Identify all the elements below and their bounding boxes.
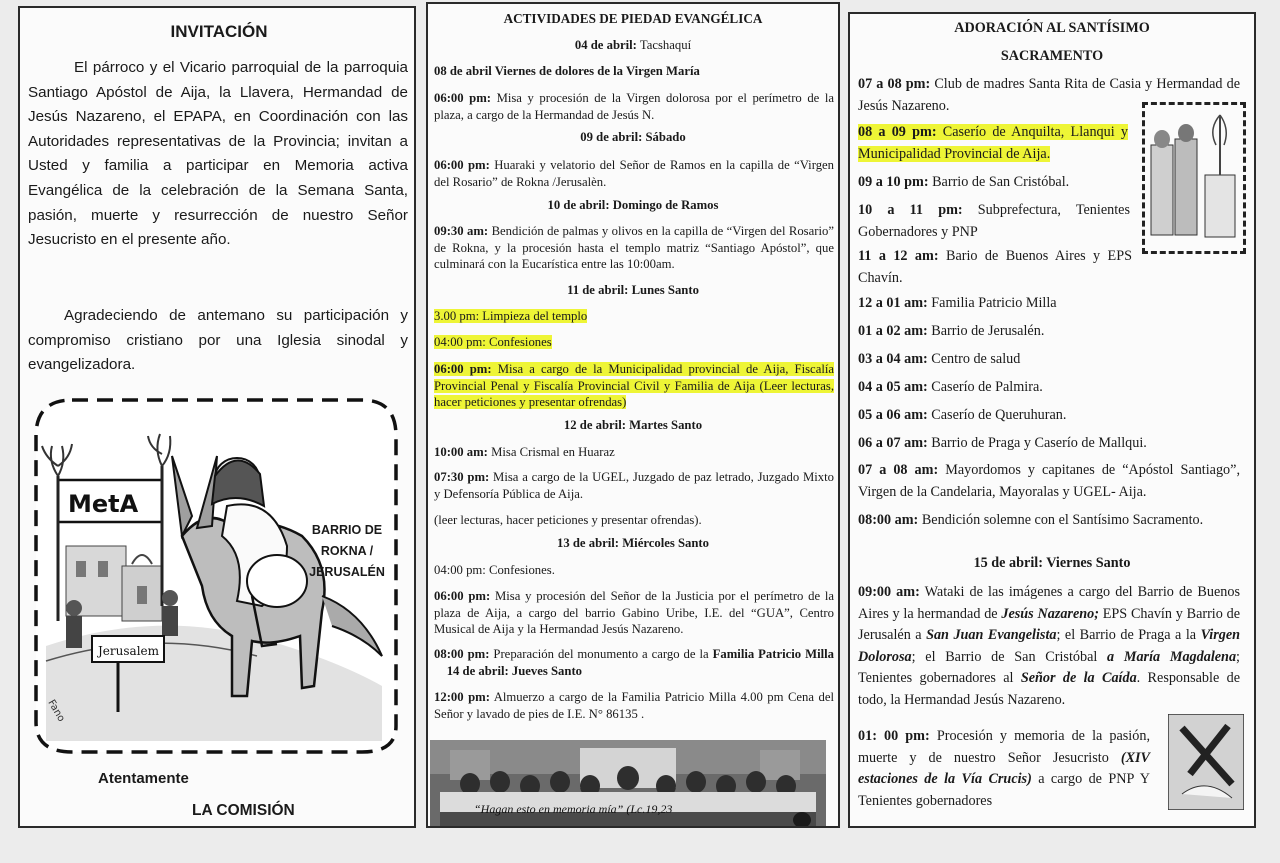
activity-entry: 06:00 pm: Misa a cargo de la Municipalidad provincial de Aija, Fiscalía Provincial Penal y Fiscalía Provincial Civil y Familia de Aija (Leer lecturas, hacer peticiones y presentar ofrendas) xyxy=(434,362,835,410)
invitation-paragraph: El párroco y el Vicario parroquial de la parroquia Santiago Apóstol de Aija, la Llavera, Hermandad de Jesús Nazareno, el EPAPA, en Coordinación con las Autoridades representativas de la Provincia; invitan a Usted y familia a participar en Memoria activa Evangélica de la celebración de la Semana Santa, pasión, muerte y resurrección de nuestro Señor Jesucristo en el presente año. xyxy=(28,59,408,249)
day-heading: 09 de abril: Sábado xyxy=(580,130,686,144)
adoration-item: 08:00 am: Bendición solemne con el Santísimo Sacramento. xyxy=(858,512,1204,528)
activities-title: ACTIVIDADES DE PIEDAD EVANGÉLICA xyxy=(503,11,763,26)
adoration-title: SACRAMENTO xyxy=(1000,48,1104,64)
activity-entry: 3.00 pm: Limpieza del templo xyxy=(434,309,588,323)
adoration-item: 08 a 09 pm: Caserío de Anquilta, Llanqui y Municipalidad Provincial de Aija. xyxy=(858,124,1128,162)
via-crucis-image xyxy=(1168,714,1244,810)
invitation-title: INVITACIÓN xyxy=(170,22,268,41)
banner-quote: “Hagan esto en memoria mía” (Lc.19,23 xyxy=(474,802,673,816)
day-heading: 12 de abril: Martes Santo xyxy=(563,418,703,432)
activity-entry: 07:30 pm: Misa a cargo de la UGEL, Juzgado de paz letrado, Juzgado Mixto y Defensoría Pública de Aija. xyxy=(434,470,835,501)
adoration-item: 01 a 02 am: Barrio de Jerusalén. xyxy=(858,323,1045,339)
adoration-item: 07 a 08 pm: Club de madres Santa Rita de Casia y Hermandad de Jesús Nazareno. xyxy=(858,76,1240,114)
adoration-image-frame xyxy=(1142,102,1246,254)
adoration-item: 09 a 10 pm: Barrio de San Cristóbal. xyxy=(858,174,1070,190)
last-supper-image xyxy=(430,740,826,826)
thanks-paragraph: Agradeciendo de antemano su participación y compromiso cristiano por una Iglesia sinodal y evangelizadora. xyxy=(28,307,408,374)
activity-entry: 12:00 pm: Almuerzo a cargo de la Familia Patricio Milla 4.00 pm Cena del Señor y lavado de pies de I.E. N° 86135 . xyxy=(434,690,834,721)
day-heading: 13 de abril: Miércoles Santo xyxy=(557,536,709,550)
activity-entry: 09:30 am: Bendición de palmas y olivos en la capilla de “Virgen del Rosario” de Rokna, y la procesión hasta el templo matriz “Santiago Apóstol”, que culminará con la Eucarística entre las 10:00am. xyxy=(434,224,834,272)
day-heading: 08 de abril Viernes de dolores de la Virgen María xyxy=(434,64,700,78)
banner-sign-text: MetA xyxy=(68,490,139,518)
adoration-item: 07 a 08 am: Mayordomos y capitanes de “Apóstol Santiago”, Virgen de la Candelaria, Mayoralas y UGEL- Aija. xyxy=(858,462,1240,500)
adoration-item: 03 a 04 am: Centro de salud xyxy=(858,351,1021,367)
adoration-item: 05 a 06 am: Caserío de Queruhuran. xyxy=(858,407,1067,423)
activity-entry: 06:00 pm: Huaraki y velatorio del Señor de Ramos en la capilla de “Virgen del Rosario” de Rokna /Jerusalèn. xyxy=(434,158,835,189)
image-caption: BARRIO DE ROKNA / JERUSALÉN xyxy=(309,523,385,579)
day-heading: 11 de abril: Lunes Santo xyxy=(567,283,699,297)
adoration-title: ADORACIÓN AL SANTÍSIMO xyxy=(954,20,1150,36)
adoration-item: 04 a 05 am: Caserío de Palmira. xyxy=(858,379,1043,395)
adoration-item: 11 a 12 am: Bario de Buenos Aires y EPS Chavín. xyxy=(858,248,1133,286)
activity-entry: 06:00 pm: Misa y procesión de la Virgen dolorosa por el perímetro de la plaza, a cargo de la Hermandad de Jesús N. xyxy=(434,91,835,122)
activity-entry: 04:00 pm: Confesiones xyxy=(434,335,552,349)
closing-text: Atentamente xyxy=(98,770,189,787)
good-friday-entry: 09:00 am: Wataki de las imágenes a cargo del Barrio de Buenos Aires y la hermandad de Jesús Nazareno; EPS Chavín y Barrio de Jerusalén a San Juan Evangelista; el Barrio de Praga a la Virgen Dolorosa; el Barrio de San Cristóbal a María Magdalena; Tenientes gobernadores al Señor de la Caída. Responsable de todo, la Hermandad Jesús Nazareno. xyxy=(858,584,1241,708)
artist-signature: Fano xyxy=(45,698,67,724)
adoration-panel xyxy=(848,12,1256,828)
jerusalem-sign-text: Jerusalem xyxy=(98,644,160,658)
activity-entry: 06:00 pm: Misa y procesión del Señor de la Justicia por el perímetro de la plaza de Aija, a cargo del barrio Gabino Uribe, I.E. del “GUA”, Centro Musical de Aija y la Hermandad Jesús Nazareno. xyxy=(434,589,834,637)
good-friday-heading: 15 de abril: Viernes Santo xyxy=(973,555,1131,571)
activity-entry: 04:00 pm: Confesiones. xyxy=(434,563,555,577)
invitation-panel xyxy=(18,6,416,828)
adoration-item: 12 a 01 am: Familia Patricio Milla xyxy=(858,295,1057,311)
activity-entry: 10:00 am: Misa Crismal en Huaraz xyxy=(434,445,615,459)
day-heading: 04 de abril: Tacshaquí xyxy=(574,38,692,52)
adoration-item: 06 a 07 am: Barrio de Praga y Caserío de Mallqui. xyxy=(858,435,1147,451)
adoration-image xyxy=(1145,105,1243,251)
activities-panel xyxy=(426,2,840,828)
day-heading: 10 de abril: Domingo de Ramos xyxy=(547,198,719,212)
activity-entry: 08:00 pm: Preparación del monumento a cargo de la Familia Patricio Milla 14 de abril: Jueves Santo xyxy=(434,647,835,678)
adoration-item: 10 a 11 pm: Subprefectura, Tenientes Gobernadores y PNP xyxy=(858,202,1130,240)
good-friday-entry: 01: 00 pm: Procesión y memoria de la pasión, muerte y de nuestro Señor Jesucristo (XIV estaciones de la Vía Crucis) a cargo de PNP Y Tenientes gobernadores xyxy=(858,728,1151,809)
signature-text: LA COMISIÓN xyxy=(192,802,295,819)
activity-entry: (leer lecturas, hacer peticiones y presentar ofrendas). xyxy=(434,513,702,527)
